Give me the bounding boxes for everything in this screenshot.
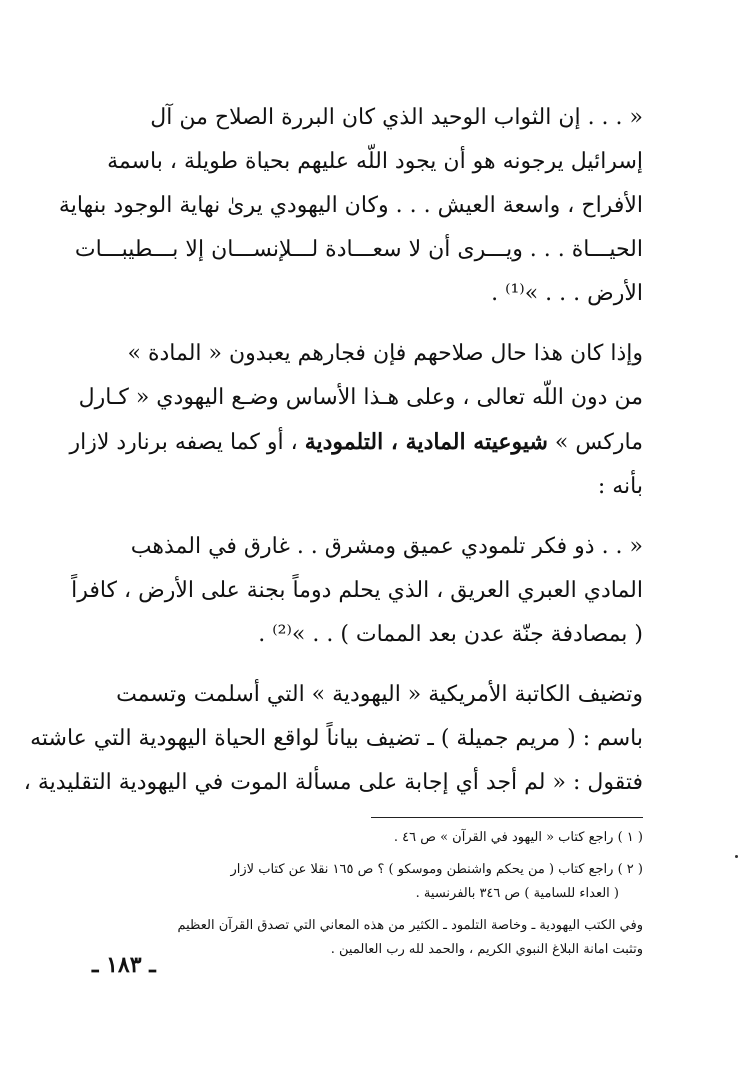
footnote-line: وفي الكتب اليهودية ـ وخاصة التلمود ـ الكثير من هذه المعاني التي تصدق القرآن العظيم [177,918,643,933]
paragraph [71,525,643,657]
paragraph [58,96,643,316]
bold-phrase: شيوعيته المادية ، التلمودية [304,429,548,455]
text-line: الحيـــاة . . . ويـــرى أن لا سعـــادة لـــلإنســـان إلا بـــطيبـــات [74,237,643,262]
footnotes-section [97,826,643,962]
text-line: بأنه : [597,474,643,499]
text-line: من دون اللّه تعالى ، وعلى هـذا الأساس وضـع اليهودي « كـارل [78,385,643,410]
margin-mark [735,855,738,858]
text-segment: ، أو كما يصفه برنارد لازار [69,430,305,455]
footnote-line: ( ١ ) راجع كتاب « اليهود في القرآن » ص ٤٦ . [393,830,643,845]
footnote-line: ( ٢ ) راجع كتاب ( من يحكم واشنطن وموسكو ) ؟ ص ١٦٥ نقلا عن كتاب لازار [230,862,643,877]
text-line: باسم : ( مريم جميلة ) ـ تضيف بياناً لواقع الحياة اليهودية التي عاشته [30,726,643,751]
text-line: المادي العبري العريق ، الذي يحلم دوماً بجنة على الأرض ، كافراً [71,578,643,603]
text-line: وإذا كان هذا حال صلاحهم فإن فجارهم يعبدون « المادة » [127,341,643,366]
text-line: الأفراح ، واسعة العيش . . . وكان اليهودي يرىٰ نهاية الوجود بنهاية [58,193,643,218]
text-line: ( بمصادفة جنّة عدن بعد الممات ) . . »⁽²⁾ . [258,622,643,647]
page-number: ـ ١٨٣ ـ [92,952,156,978]
text-line: الأرض . . . »⁽¹⁾ . [491,281,643,306]
footnote [97,858,643,906]
text-line: وتضيف الكاتبة الأمريكية « اليهودية » التي أسلمت وتسمت [116,682,643,707]
footnote-line: ( العداء للسامية ) ص ٣٤٦ بالفرنسية . [415,886,619,901]
text-segment: ماركس » [547,430,643,455]
paragraph [23,673,643,805]
footnote-line: وتثبت امانة البلاغ النبوي الكريم ، والحمد لله رب العالمين . [330,942,643,957]
footnote [97,914,643,962]
text-line: فتقول : « لم أجد أي إجابة على مسألة الموت في اليهودية التقليدية ، [23,770,643,795]
text-line: إسرائيل يرجونه هو أن يجود اللّه عليهم بحياة طويلة ، باسمة [107,149,643,174]
footnote-separator [371,817,643,818]
text-line: « . . ذو فكر تلمودي عميق ومشرق . . غارق في المذهب [130,534,643,559]
footnote [97,826,643,850]
main-text-body [23,96,643,805]
text-line [69,420,643,465]
paragraph [69,332,643,509]
text-line: « . . . إن الثواب الوحيد الذي كان البررة الصلاح من آل [150,105,643,130]
